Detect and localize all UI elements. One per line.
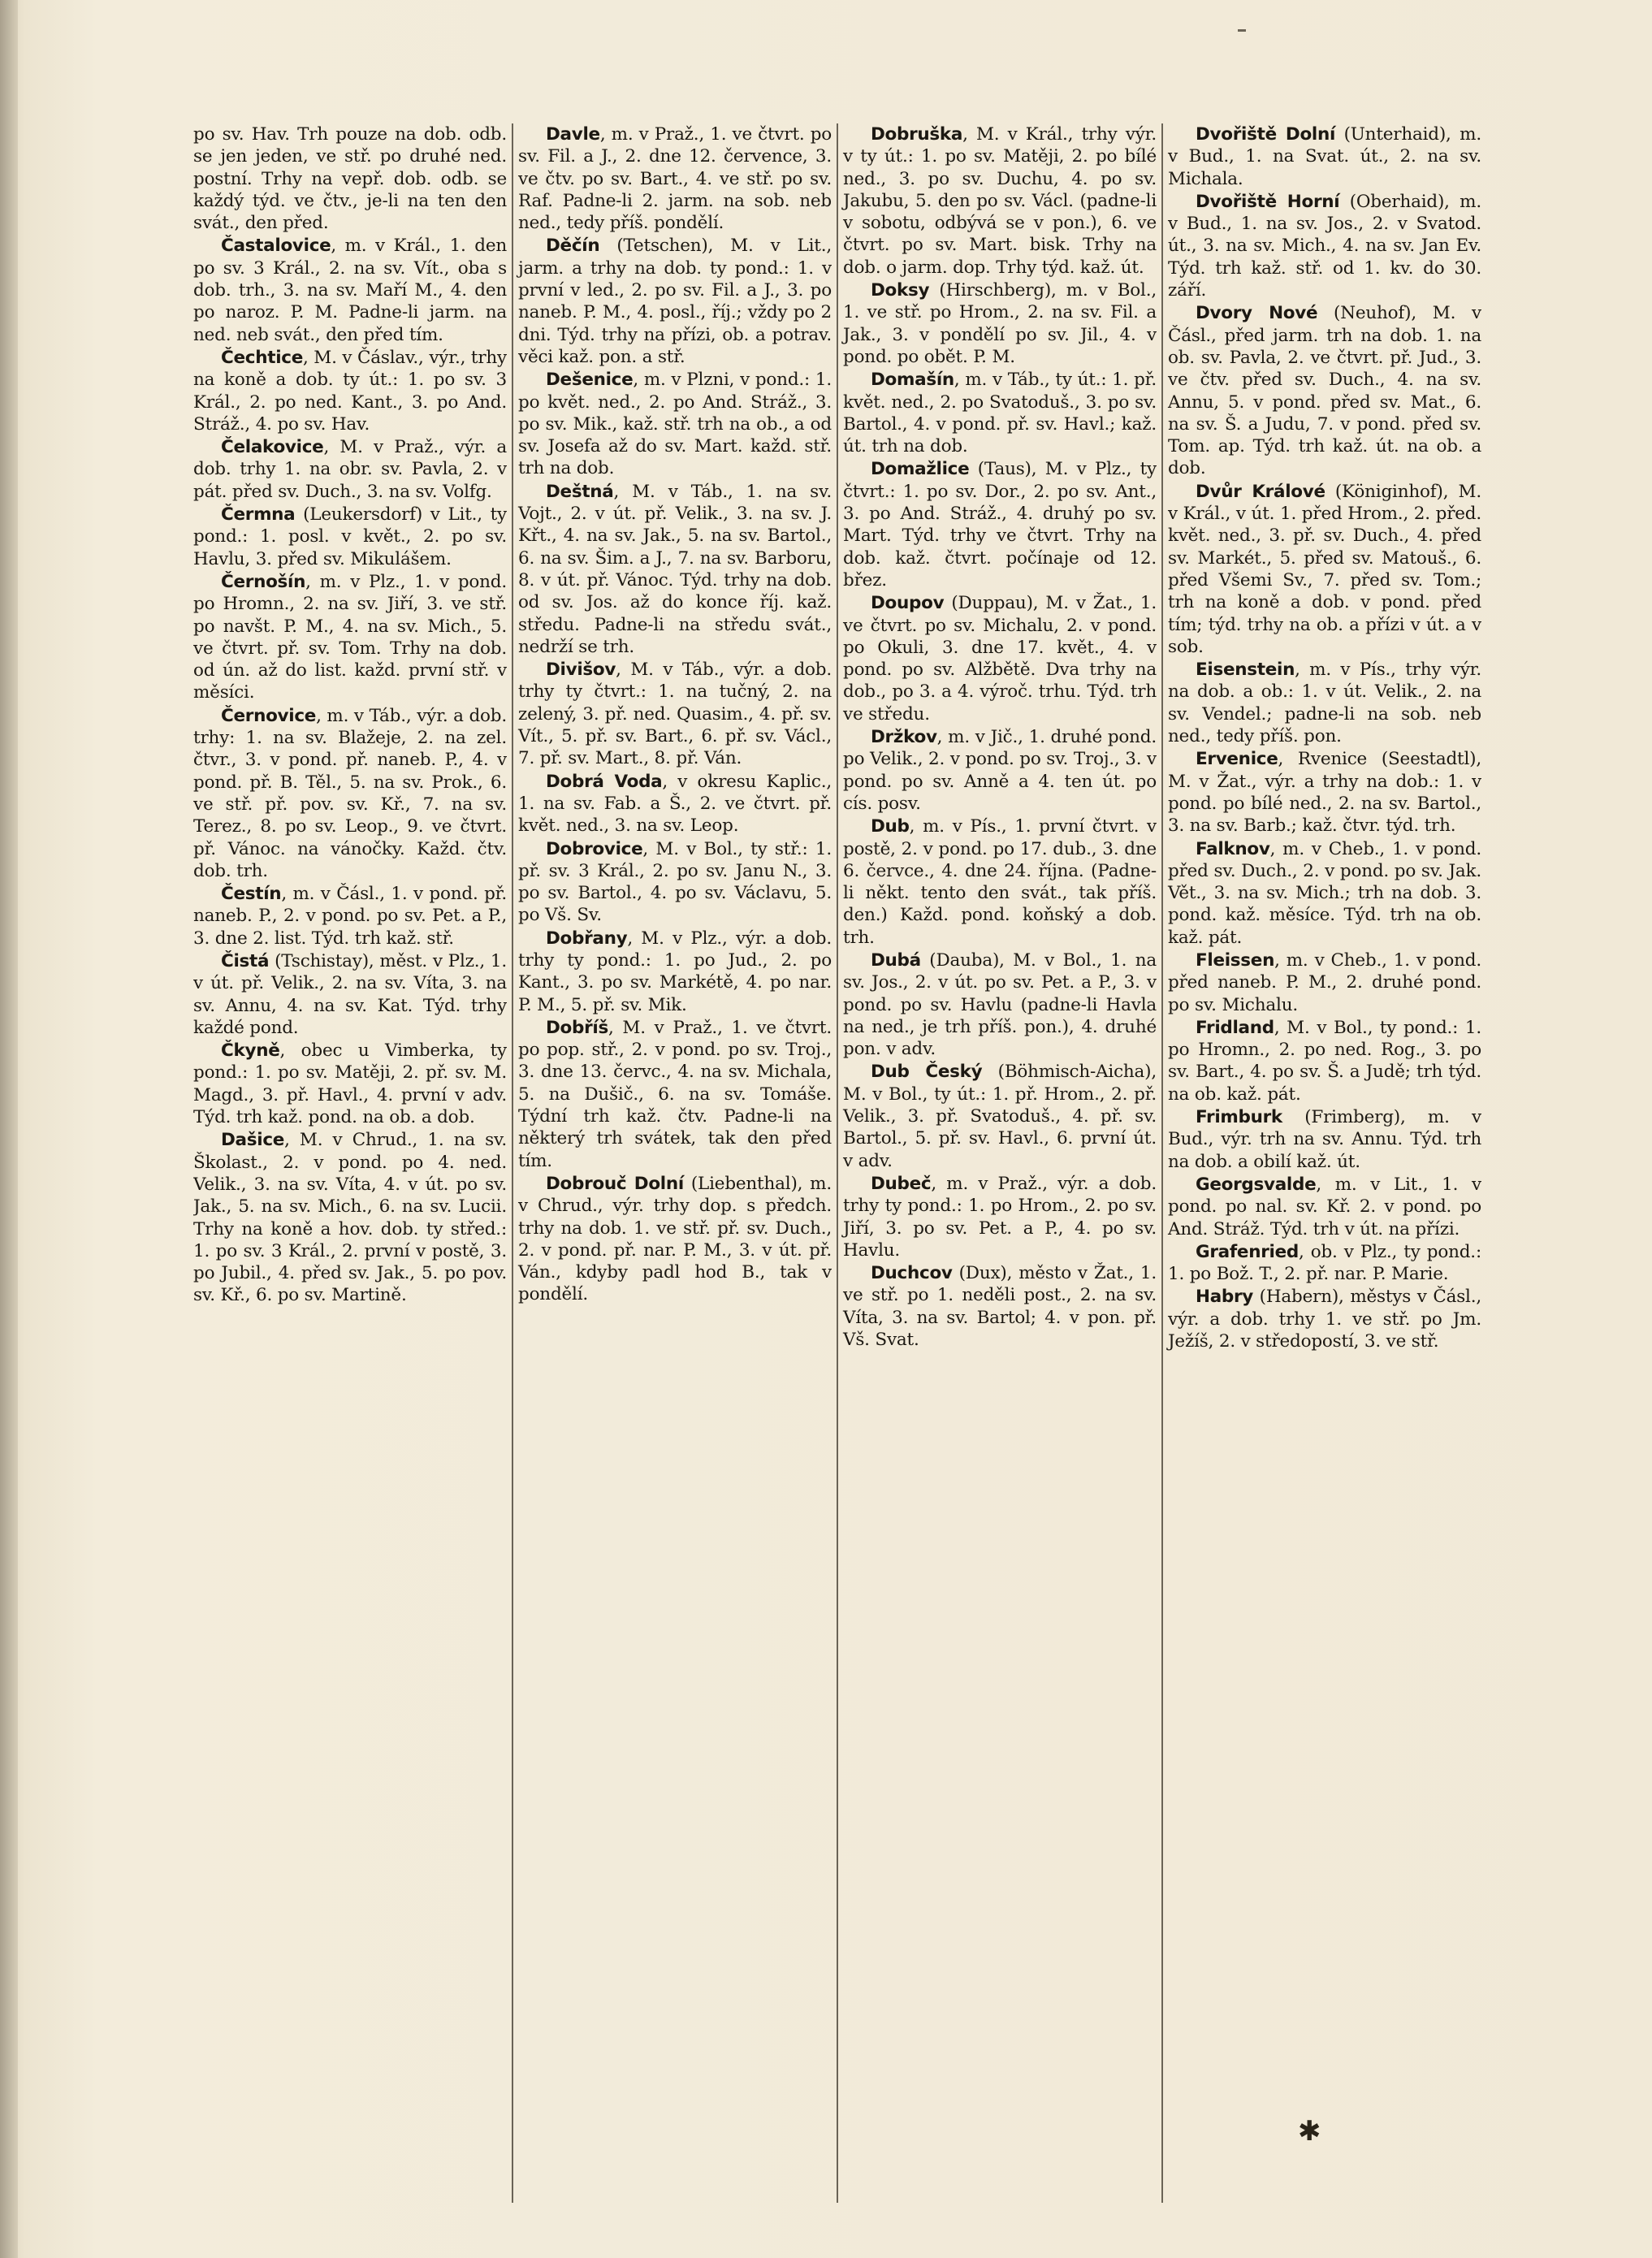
directory-entry — [843, 949, 1157, 1060]
directory-entry — [1168, 1106, 1481, 1173]
entry-text: , M. v Král., trhy výr. v ty út.: 1. po sv. Matěji, 2. po bílé ned., 3. po sv. Duchu, 4. po sv. Jakubu, 5. den po sv. Václ. (padne-li v sobotu, odbývá se v pon.), 6. ve čtvrt. po sv. Mart. bisk. Trhy na dob. o jarm. dop. Trhy týd. kaž. út. — [843, 124, 1157, 278]
entry-heading: Čkyně — [221, 1040, 280, 1062]
directory-entry — [518, 123, 832, 234]
column-2 — [512, 123, 832, 2203]
entry-text: (Oberhaid), m. v Bud., 1. na sv. Jos., 2. v Svatod. út., 3. na sv. Mich., 4. na sv. Jan Ev. Týd. trh kaž. stř. od 1. kv. do 30. září. — [1168, 191, 1481, 301]
entry-text: (Böhmisch-Aicha), M. v Bol., ty út.: 1. př. Hrom., 2. př. Velik., 3. př. Svatoduš., 4. př. sv. Bartol., 5. př. sv. Havl., 6. první út. v adv. — [843, 1062, 1157, 1171]
entry-heading: Habry — [1196, 1287, 1254, 1308]
entry-heading: Čestín — [221, 884, 282, 905]
entry-heading: Černošín — [221, 571, 306, 592]
entry-text: (Leukersdorf) v Lit., ty pond.: 1. posl. v květ., 2. po sv. Havlu, 3. před sv. Mikulášem. — [193, 504, 507, 569]
directory-entry — [1168, 191, 1481, 301]
entry-heading: Černovice — [221, 705, 317, 726]
entry-text: (Habern), městys v Čásl., výr. a dob. trhy 1. ve stř. po Jm. Ježíš, 2. v středopostí, 3. ve stř. — [1168, 1287, 1481, 1352]
page-spine-shadow — [0, 0, 18, 2258]
directory-entry — [193, 571, 507, 704]
entry-text: , M. v Bol., ty stř.: 1. př. sv. 3 Král., 2. po sv. Janu N., 3. po sv. Bartol., 4. po sv. Václavu, 5. po Vš. Sv. — [518, 838, 832, 926]
entry-text: , Rvenice (Seestadtl), M. v Žat., výr. a trhy na dob.: 1. v pond. po bílé ned., 2. na sv. Bartol., 3. na sv. Barb.; kaž. čtvr. týd. trh. — [1168, 749, 1481, 837]
entry-text: , m. v Čásl., 1. v pond. př. naneb. P., 2. v pond. po sv. Pet. a P., 3. dne 2. list. Týd. trh kaž. stř. — [193, 884, 507, 949]
entry-heading: Falknov — [1196, 838, 1270, 859]
entry-text: (Neuhof), M. v Čásl., před jarm. trh na dob. 1. na ob. sv. Pavla, 2. ve čtvrt. př. Jud., 3. ve čtv. před sv. Duch., 4. na sv. Annu, 5. v pond. před sv. Mat., 6. na sv. Š. a Judu, 7. v pond. před sv. Tom. ap. Týd. trh kaž. út. na ob. a dob. — [1168, 303, 1481, 479]
entry-text: , m. v Jič., 1. druhé pond. po Velik., 2. v pond. po sv. Troj., 3. v pond. po sv. Anně a 4. ten út. po cís. posv. — [843, 727, 1157, 814]
entry-text: , M. v Chrud., 1. na sv. Školast., 2. v pond. po 4. ned. Velik., 3. na sv. Víta, 4. v út. po sv. Jak., 5. na sv. Mich., 6. na sv. Lucii. Trhy na koně a hov. dob. ty střed.: 1. po sv. 3 Král., 2. první v postě, 3. po Jubil., 4. před sv. Jak., 5. po pov. sv. Kř., 6. po sv. Martině. — [193, 1130, 507, 1306]
directory-entry — [843, 726, 1157, 815]
directory-entry — [193, 1040, 507, 1128]
entry-text: , m. v Praž., 1. ve čtvrt. po sv. Fil. a J., 2. dne 12. července, 3. ve čtv. po sv. Bart., 4. ve stř. po sv. Raf. Padne-li 2. jarm. na sob. neb ned., tedy příš. pondělí. — [518, 124, 832, 234]
directory-entry — [1168, 748, 1481, 837]
entry-text: (Frimberg), m. v Bud., výr. trh na sv. Annu. Týd. trh na dob. a obilí kaž. út. — [1168, 1107, 1481, 1172]
entry-text: , M. v Táb., 1. na sv. Vojt., 2. v út. př. Velik., 3. na sv. J. Křt., 4. na sv. Jak., 5. na sv. Bartol., 6. na sv. Šim. a J., 7. na sv. Barboru, 8. v út. př. Vánoc. Týd. trhy na dob. od sv. Jos. až do konce říj. kaž. středu. Padne-li na středu svát., nedrží se trh. — [518, 481, 832, 657]
entry-text: , M. v Táb., výr. a dob. trhy ty čtvrt.: 1. na tučný, 2. na zelený, 3. př. ned. Quasim., 4. př. sv. Vít., 5. př. sv. Bart., 6. př. sv. Václ., 7. př. sv. Mart., 8. př. Ván. — [518, 660, 832, 769]
directory-entry — [1168, 123, 1481, 190]
text-columns — [193, 123, 1481, 2203]
entry-text: , m. v Plzni, v pond.: 1. po květ. ned., 2. po And. Stráž., 3. po sv. Mik., kaž. stř. trh na ob., a od sv. Josefa až do sv. Mart. každ. stř. trh na dob. — [518, 370, 832, 479]
directory-entry — [193, 883, 507, 949]
entry-text: , m. v Lit., 1. v pond. po nal. sv. Kř. 2. v pond. po And. Stráž. Týd. trh v út. na přízi. — [1168, 1174, 1481, 1239]
directory-entry — [518, 369, 832, 479]
entry-heading: Domašín — [871, 370, 954, 391]
directory-entry — [193, 1129, 507, 1306]
entry-heading: Dobřany — [546, 928, 628, 949]
directory-entry — [518, 838, 832, 927]
directory-entry — [843, 123, 1157, 279]
directory-entry — [1168, 1241, 1481, 1286]
entry-text: , M. v Praž., výr. a dob. trhy 1. na obr. sv. Pavla, 2. v pát. před sv. Duch., 3. na sv. Volfg. — [193, 437, 507, 502]
directory-entry — [1168, 838, 1481, 949]
directory-entry — [843, 1173, 1157, 1261]
column-1 — [193, 123, 507, 2203]
entry-heading: Fleissen — [1196, 949, 1275, 971]
directory-entry — [518, 1173, 832, 1306]
entry-text: (Taus), M. v Plz., ty čtvrt.: 1. po sv. Dor., 2. po sv. Ant., 3. po And. Stráž., 4. druhý po sv. Mart. Týd. trhy ve čtvrt. Trhy na dob. kaž. čtvrt. počínaje od 12. břez. — [843, 459, 1157, 590]
entry-text: , m. v Táb., ty út.: 1. př. květ. ned., 2. po Svatoduš., 3. po sv. Bartol., 4. v pond. př. sv. Havl.; kaž. út. trh na dob. — [843, 370, 1157, 457]
directory-entry — [1168, 481, 1481, 658]
entry-text: po sv. Hav. Trh pouze na dob. odb. se jen jeden, ve stř. po druhé ned. postní. Trhy na vepř. dob. odb. se každý týd. ve čtv., je-li na ten den svát., den před. — [193, 124, 507, 234]
entry-heading: Dub — [871, 816, 910, 837]
entry-heading: Ervenice — [1196, 749, 1278, 770]
directory-entry — [193, 705, 507, 882]
entry-heading: Dobruška — [871, 124, 963, 145]
entry-heading: Georgsvalde — [1196, 1174, 1317, 1195]
entry-heading: Grafenried — [1196, 1241, 1299, 1262]
entry-heading: Doksy — [871, 280, 930, 301]
entry-text: , m. v Táb., výr. a dob. trhy: 1. na sv. Blažeje, 2. na zel. čtvr., 3. v pond. př. naneb. P., 4. v pond. př. B. Těl., 5. na sv. Prok., 6. ve stř. př. pov. sv. Kř., 7. na sv. Terez., 8. po sv. Leop., 9. ve čtvrt. př. Vánoc. na vánočky. Každ. čtv. dob. trh. — [193, 705, 507, 881]
directory-entry — [518, 771, 832, 837]
directory-entry — [193, 235, 507, 345]
entry-text: (Dux), město v Žat., 1. ve stř. po 1. neděli post., 2. na sv. Víta, 3. na sv. Bartol; 4. v pon. př. Vš. Svat. — [843, 1263, 1157, 1351]
column-3 — [837, 123, 1157, 2203]
entry-heading: Čistá — [221, 950, 270, 971]
directory-entry — [518, 928, 832, 1016]
entry-text: , M. v Bol., ty pond.: 1. po Hromn., 2. po ned. Rog., 3. po sv. Bart., 4. po sv. Š. a Judě; trh týd. na ob. kaž. pát. — [1168, 1017, 1481, 1105]
entry-heading: Davle — [546, 124, 600, 145]
entry-text: (Unterhaid), m. v Bud., 1. na Svat. út., 2. na sv. Michala. — [1168, 124, 1481, 189]
entry-heading: Dobrovice — [546, 838, 643, 859]
entry-heading: Častalovice — [221, 236, 331, 257]
directory-entry — [518, 235, 832, 368]
entry-text: , m. v Cheb., 1. v pond. před naneb. P. M., 2. druhé pond. po sv. Michalu. — [1168, 949, 1481, 1015]
entry-heading: Čelakovice — [221, 437, 324, 458]
directory-entry — [1168, 302, 1481, 479]
directory-entry — [518, 659, 832, 769]
directory-entry — [1168, 659, 1481, 747]
entry-text: (Königinhof), M. v Král., v út. 1. před Hrom., 2. před. květ. ned., 3. př. sv. Duch., 4. před sv. Markét., 5. před sv. Matouš., 6. před Všemi Sv., 7. před sv. Tom.; trh na koně a dob. v pond. před tím; týd. trhy na ob. a přízi v út. a v sob. — [1168, 481, 1481, 657]
entry-text: , m. v Plz., 1. v pond. po Hromn., 2. na sv. Jiří, 3. ve stř. po navšt. P. M., 4. na sv. Mich., 5. ve čtvrt. př. sv. Tom. Trhy na dob. od ún. až do list. každ. první stř. v měsíci. — [193, 571, 507, 703]
entry-text: (Hirschberg), m. v Bol., 1. ve stř. po Hrom., 2. na sv. Fil. a Jak., 3. v pondělí po sv. Jil., 4. v pond. po obět. P. M. — [843, 280, 1157, 367]
entry-heading: Dvořiště Horní — [1196, 191, 1340, 212]
entry-heading: Dašice — [221, 1130, 285, 1151]
entry-text: , obec u Vimberka, ty pond.: 1. po sv. Matěji, 2. př. sv. M. Magd., 3. př. Havl., 4. první v adv. Týd. trh kaž. pond. na ob. a dob. — [193, 1040, 507, 1128]
directory-entry — [193, 504, 507, 570]
directory-entry — [843, 369, 1157, 457]
directory-entry — [1168, 1174, 1481, 1240]
entry-text: , m. v Pís., trhy výr. na dob. a ob.: 1. v út. Velik., 2. na sv. Vendel.; padne-li na sob. neb ned., tedy příš. pon. — [1168, 660, 1481, 747]
entry-heading: Držkov — [871, 727, 937, 748]
entry-heading: Deštná — [546, 481, 614, 502]
entry-heading: Dobrá Voda — [546, 771, 663, 792]
entry-heading: Domažlice — [871, 459, 970, 480]
directory-entry — [518, 481, 832, 658]
directory-entry — [843, 1061, 1157, 1171]
directory-entry — [843, 279, 1157, 368]
entry-heading: Duchcov — [871, 1263, 953, 1284]
entry-heading: Děčín — [546, 236, 600, 257]
entry-text: , m. v Král., 1. den po sv. 3 Král., 2. na sv. Vít., oba s dob. trh., 3. na sv. Maří M., 4. den po naroz. P. M. Padne-li jarm. na ned. neb svát., den před tím. — [193, 236, 507, 345]
entry-heading: Frimburk — [1196, 1107, 1282, 1128]
footer-ornament: ✱ — [1298, 2115, 1321, 2148]
column-4 — [1161, 123, 1481, 2203]
directory-entry — [518, 1017, 832, 1172]
entry-text: , v okresu Kaplic., 1. na sv. Fab. a Š., 2. ve čtvrt. př. květ. ned., 3. na sv. Leop. — [518, 771, 832, 837]
entry-heading: Dvořiště Dolní — [1196, 124, 1336, 145]
directory-entry — [193, 436, 507, 503]
entry-heading: Dvory Nové — [1196, 303, 1318, 324]
entry-text: (Liebenthal), m. v Chrud., výr. trhy dop. s předch. trhy na dob. 1. ve stř. př. sv. Duch., 2. v pond. př. nar. P. M., 3. v út. př. Ván., kdyby padl hod B., tak v pondělí. — [518, 1173, 832, 1305]
directory-entry — [1168, 1017, 1481, 1105]
directory-entry — [843, 815, 1157, 949]
entry-heading: Dobříš — [546, 1017, 608, 1038]
entry-text: , M. v Plz., výr. a dob. trhy ty pond.: 1. po Jud., 2. po Kant., 3. po sv. Markétě, 4. po nar. P. M., 5. př. sv. Mik. — [518, 928, 832, 1015]
directory-entry — [843, 1262, 1157, 1351]
entry-text: (Tetschen), M. v Lit., jarm. a trhy na dob. ty pond.: 1. v první v led., 2. po sv. Fil. a J., 3. po naneb. P. M., 4. posl., říj.; vždy po 2 dni. Týd. trhy na přízi, ob. a potrav. věci kaž. pon. a stř. — [518, 236, 832, 367]
directory-entry — [843, 458, 1157, 591]
entry-heading: Dešenice — [546, 370, 634, 391]
entry-heading: Dobrouč Dolní — [546, 1173, 684, 1194]
entry-text: , ob. v Plz., ty pond.: 1. po Bož. T., 2. př. nar. P. Marie. — [1168, 1241, 1481, 1285]
directory-entry — [193, 950, 507, 1039]
entry-text: (Tschistay), měst. v Plz., 1. v út. př. Velik., 2. na sv. Víta, 3. na sv. Annu, 4. na sv. Kat. Týd. trhy každé pond. — [193, 950, 507, 1038]
entry-text: , M. v Čáslav., výr., trhy na koně a dob. ty út.: 1. po sv. 3 Král., 2. po ned. Kant., 3. po And. Stráž., 4. po sv. Hav. — [193, 347, 507, 435]
entry-heading: Dub Český — [871, 1062, 983, 1083]
entry-text: (Dauba), M. v Bol., 1. na sv. Jos., 2. v út. po sv. Pet. a P., 3. v pond. po sv. Havlu (padne-li Havla na ned., je trh příš. pon.), 4. druhé pon. v adv. — [843, 949, 1157, 1060]
directory-entry — [1168, 949, 1481, 1016]
entry-text: , m. v Cheb., 1. v pond. před sv. Duch., 2. v pond. po sv. Jak. Vět., 3. na sv. Mich.; trh na dob. 3. pond. kaž. měsíce. Týd. trh na ob. kaž. pát. — [1168, 838, 1481, 948]
directory-entry — [1168, 1286, 1481, 1352]
entry-heading: Fridland — [1196, 1017, 1274, 1038]
directory-entry — [843, 592, 1157, 725]
entry-text: (Duppau), M. v Žat., 1. ve čtvrt. po sv. Michalu, 2. v pond. po Okuli, 3. dne 17. květ., 4. v pond. po sv. Alžbětě. Dva trhy na dob., po 3. a 4. výroč. trhu. Týd. trh ve středu. — [843, 593, 1157, 725]
entry-heading: Doupov — [871, 593, 945, 614]
entry-heading: Čermna — [221, 504, 296, 526]
entry-heading: Dubá — [871, 949, 921, 971]
directory-entry — [193, 123, 507, 234]
entry-text: , m. v Pís., 1. první čtvrt. v postě, 2. v pond. po 17. dub., 3. dne 6. červce., 4. dne 24. října. (Padne-li někt. tento den svát., tak příš. den.) Každ. pond. koňský a dob. trh. — [843, 816, 1157, 948]
entry-text: , M. v Praž., 1. ve čtvrt. po pop. stř., 2. v pond. po sv. Troj., 3. dne 13. červc., 4. na sv. Michala, 5. na Dušič., 6. na sv. Tomáše. Týdní trh kaž. čtv. Padne-li na některý trh svátek, tak den před tím. — [518, 1017, 832, 1171]
entry-heading: Dvůr Králové — [1196, 481, 1325, 502]
entry-heading: Eisenstein — [1196, 660, 1295, 681]
directory-entry — [193, 347, 507, 435]
top-mark — [1238, 29, 1246, 32]
entry-heading: Divišov — [546, 660, 616, 681]
entry-heading: Dubeč — [871, 1173, 932, 1194]
entry-text: , m. v Praž., výr. a dob. trhy ty pond.: 1. po Hrom., 2. po sv. Jiří, 3. po sv. Pet. a P., 4. po sv. Havlu. — [843, 1173, 1157, 1261]
entry-heading: Čechtice — [221, 347, 303, 368]
